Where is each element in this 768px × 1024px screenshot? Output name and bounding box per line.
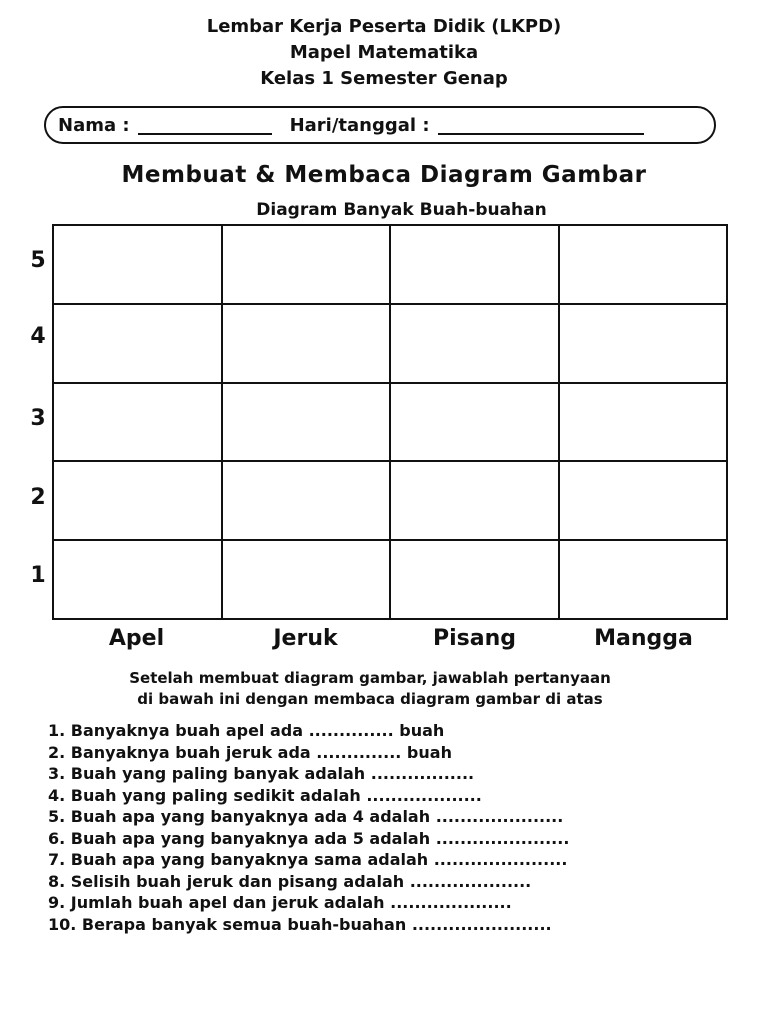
header-line-3: Kelas 1 Semester Genap [260,68,508,89]
question-item: 7. Buah apa yang banyaknya sama adalah ...................... [48,850,568,869]
grid-cell[interactable] [223,384,392,461]
x-label-mangga: Mangga [594,626,693,651]
instruction-line-1: Setelah membuat diagram gambar, jawablah pertanyaan [129,669,611,687]
worksheet-title: Membuat & Membaca Diagram Gambar [121,162,647,188]
y-label-2: 2 [30,485,46,510]
x-label-jeruk: Jeruk [273,626,338,651]
x-label-pisang: Pisang [432,626,516,651]
question-item: 6. Buah apa yang banyaknya ada 5 adalah ...................... [48,828,570,848]
date-label: Hari/tanggal : [289,114,430,136]
grid-cell[interactable] [560,305,727,382]
grid-cell[interactable] [560,226,727,303]
x-label-apel: Apel [108,626,165,651]
grid-cell[interactable] [560,384,727,461]
question-list [48,720,738,935]
header-line-2: Mapel Matematika [289,42,479,63]
grid-cell[interactable] [54,541,223,618]
y-label-3: 3 [30,406,46,431]
question-item: 3. Buah yang paling banyak adalah ................. [48,764,475,783]
worksheet-header [0,14,768,92]
grid-cell[interactable] [391,384,560,461]
name-field[interactable] [138,115,272,135]
y-label-1: 1 [30,563,46,588]
grid-cell[interactable] [223,226,392,303]
picture-diagram-grid [52,224,728,620]
header-line-1: Lembar Kerja Peserta Didik (LKPD) [206,16,562,37]
grid-row [54,462,726,541]
grid-cell[interactable] [223,541,392,618]
question-item: 4. Buah yang paling sedikit adalah ................... [48,785,482,805]
x-axis-labels [52,626,728,651]
grid-row [54,384,726,463]
diagram-title: Diagram Banyak Buah-buahan [256,200,547,220]
grid-cell[interactable] [223,305,392,382]
y-label-4: 4 [30,324,46,349]
date-field[interactable] [438,115,644,135]
grid-cell[interactable] [391,305,560,382]
grid-cell[interactable] [223,462,392,539]
instruction-text [0,668,740,710]
grid-cell[interactable] [54,305,223,382]
identity-box [44,106,716,144]
grid-cell[interactable] [54,226,223,303]
grid-cell[interactable] [391,541,560,618]
grid-row [54,541,726,618]
question-item: 2. Banyaknya buah jeruk ada .............. buah [48,742,452,762]
grid-cell[interactable] [54,384,223,461]
grid-cell[interactable] [391,462,560,539]
question-item: 10. Berapa banyak semua buah-buahan ....................... [48,914,552,934]
question-item: 5. Buah apa yang banyaknya ada 4 adalah ..................... [48,807,564,826]
grid-cell[interactable] [391,226,560,303]
question-item: 8. Selisih buah jeruk dan pisang adalah .................... [48,871,532,891]
question-item: 9. Jumlah buah apel dan jeruk adalah .................... [48,893,512,912]
question-item: 1. Banyaknya buah apel ada .............. buah [48,721,445,740]
grid-cell[interactable] [560,462,727,539]
y-label-5: 5 [30,248,46,273]
name-label: Nama : [58,114,130,136]
grid-cell[interactable] [54,462,223,539]
grid-row [54,305,726,384]
instruction-line-2: di bawah ini dengan membaca diagram gambar di atas [137,690,603,708]
grid-row [54,226,726,305]
grid-cell[interactable] [560,541,727,618]
